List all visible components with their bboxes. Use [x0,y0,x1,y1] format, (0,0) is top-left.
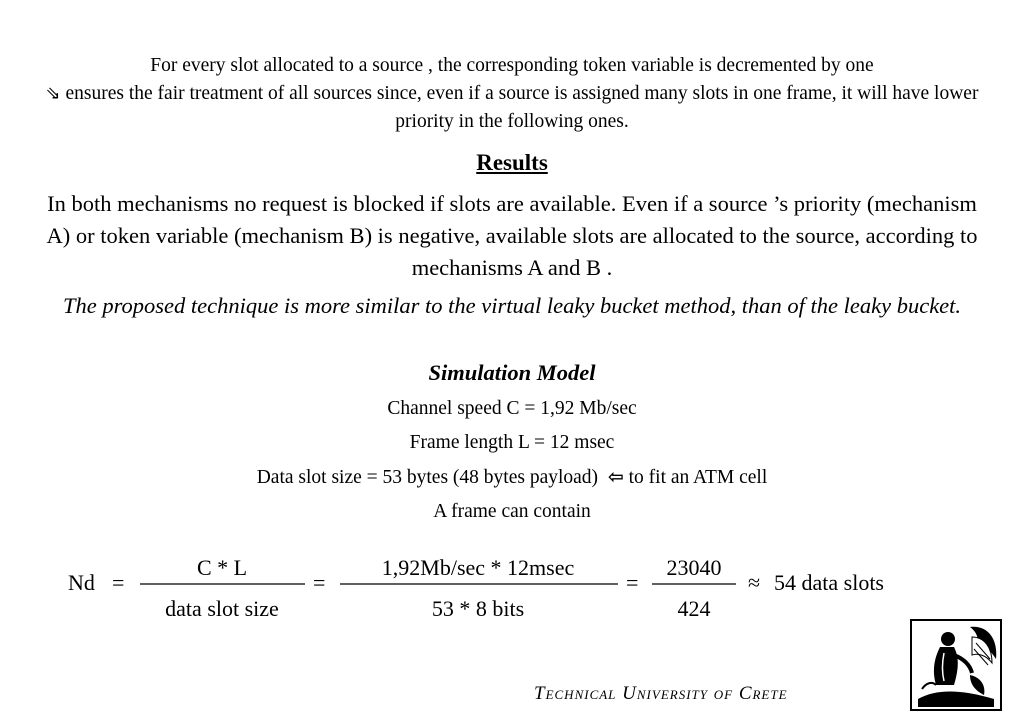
results-paragraph: In both mechanisms no request is blocked if slots are available. Even if a source ’s priority (mechanism A) or token variable (mechanism B) is negative, available slots are allocated to the source, according to mechanisms A and B . [46,191,978,280]
channel-speed-line: Channel speed C = 1,92 Mb/sec [387,398,637,419]
university-seal-icon [910,619,1002,711]
results-heading: Results [476,150,548,175]
formula-result: 54 data slots [774,570,884,595]
formula-approx: ≈ [748,570,761,595]
slot-count-formula [60,545,960,635]
footer-university-name: Technical University of Crete [534,683,788,704]
frac3-numerator: 23040 [666,555,722,580]
intro-line-2: ensures the fair treatment of all sources since, even if a source is assigned many slots in one frame, it will have lower priority in the following ones. [60,83,979,132]
data-slot-line [0,466,1024,489]
implies-arrow-icon: ⇘ [45,83,61,104]
simulation-heading: Simulation Model [428,360,596,385]
frac3-denominator: 424 [677,596,711,621]
formula-eq-3: = [626,570,639,595]
left-arrow-icon: ⇦ [607,466,624,488]
frac1-numerator: C * L [196,555,248,580]
data-slot-text: Data slot size = 53 bytes (48 bytes payload) [256,467,599,488]
technique-paragraph: The proposed technique is more similar to the virtual leaky bucket method, than of the leaky bucket. [62,293,962,318]
frame-length-line: Frame length L = 12 msec [409,432,615,453]
formula-eq-1: = [112,570,125,595]
intro-line-1: For every slot allocated to a source , the corresponding token variable is decremented by one [150,55,874,76]
frac2-numerator: 1,92Mb/sec * 12msec [381,555,575,580]
frac1-denominator: data slot size [165,596,279,621]
intro-paragraph [0,52,1024,136]
formula-lhs: Nd [68,570,95,595]
data-slot-tail: to fit an ATM cell [623,467,768,488]
frame-contain-line: A frame can contain [433,501,591,522]
formula-eq-2: = [313,570,326,595]
frac2-denominator: 53 * 8 bits [431,596,525,621]
